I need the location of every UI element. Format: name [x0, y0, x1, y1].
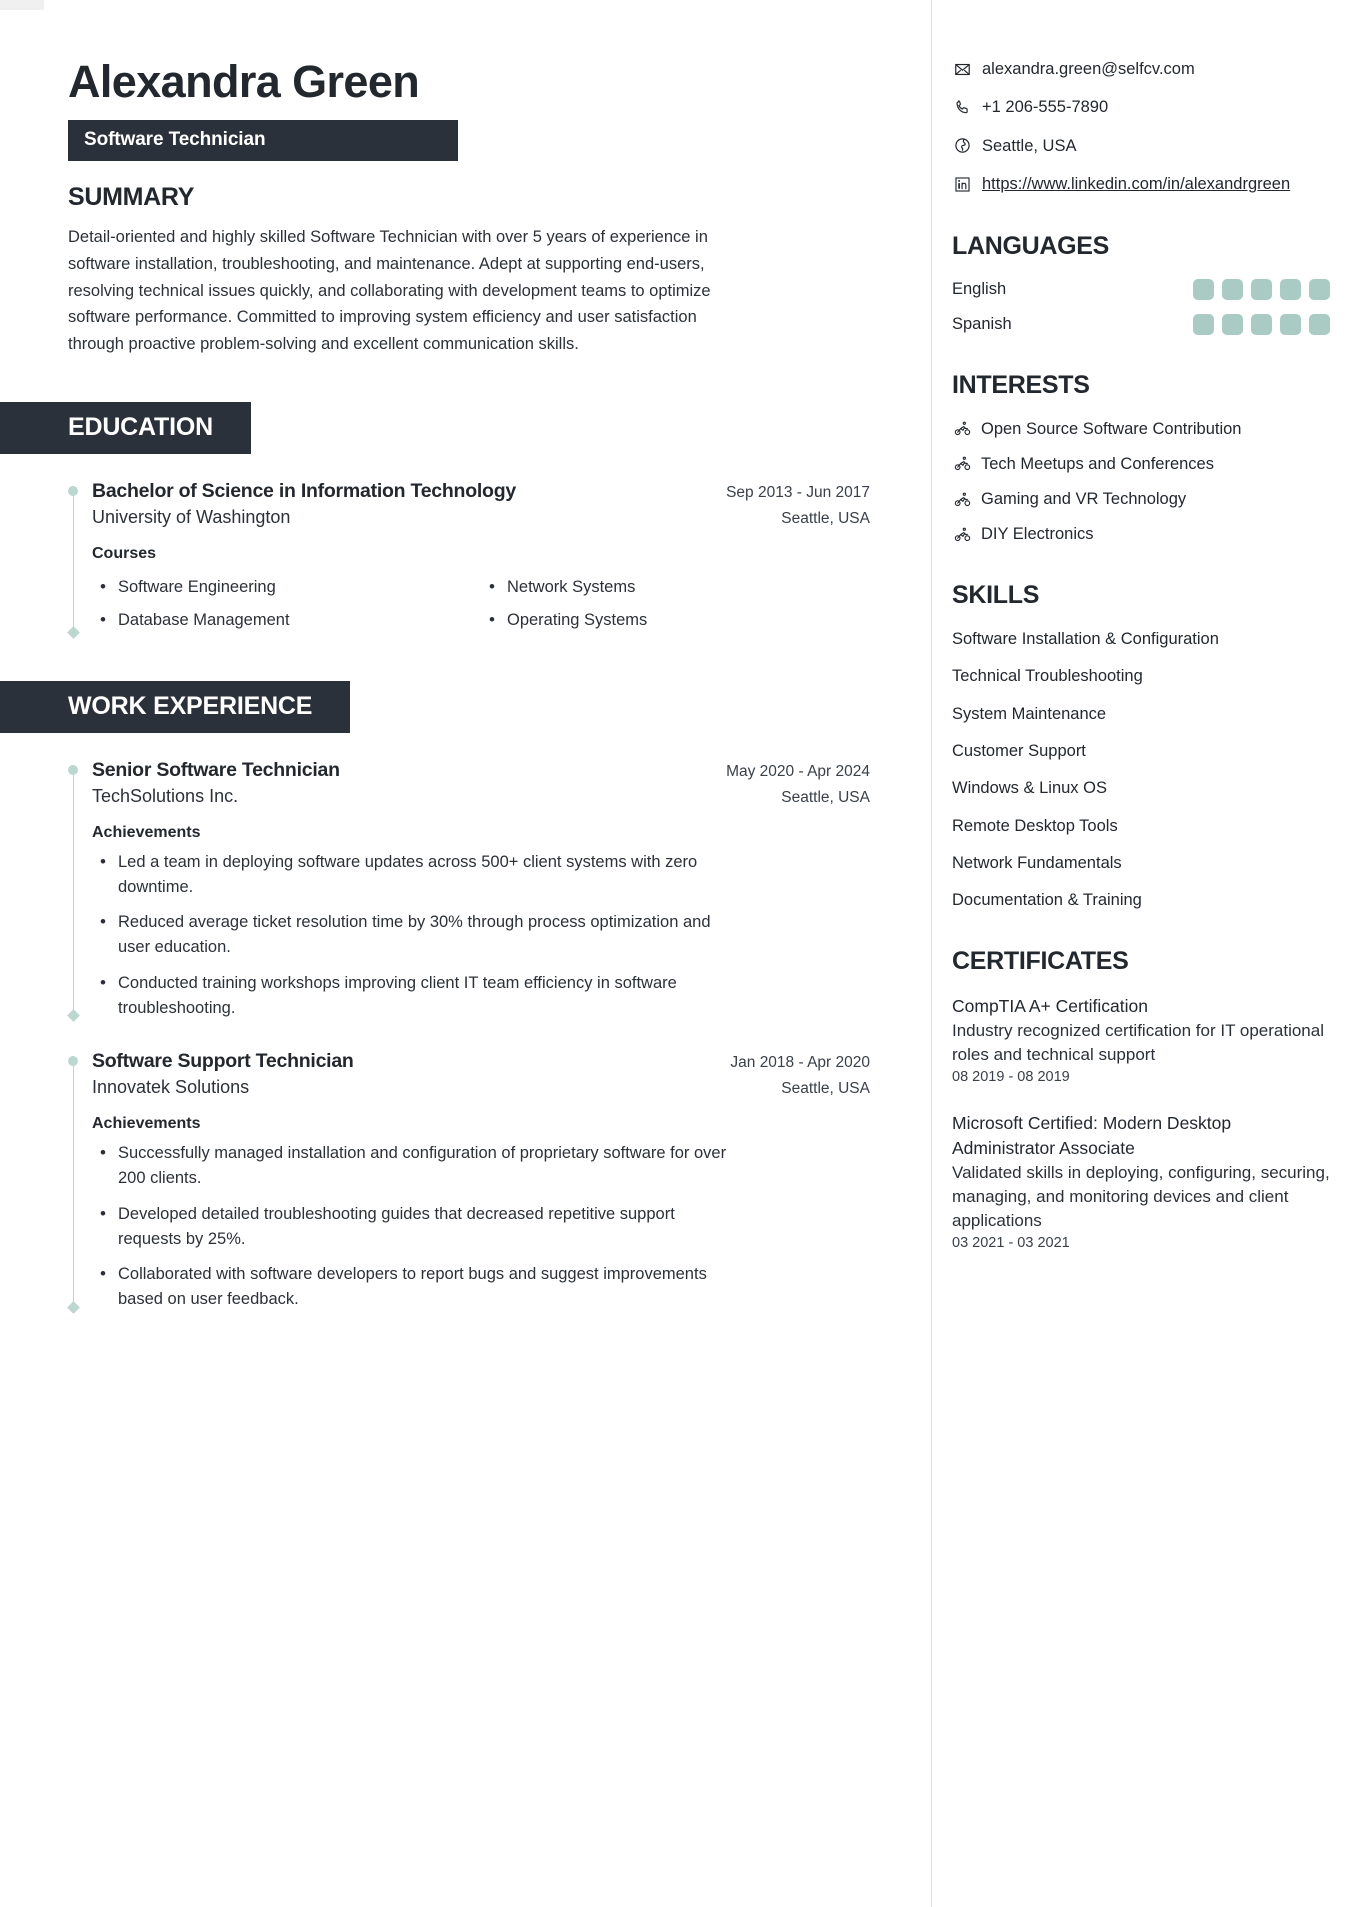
course-item: • Database Management — [92, 604, 481, 637]
language-level-pip — [1193, 314, 1214, 335]
envelope-icon — [952, 59, 972, 79]
education-entry-list — [68, 480, 870, 637]
achievement-item: • Led a team in deploying software updates across 500+ client systems with zero downtime. — [92, 850, 732, 900]
courses-list — [92, 571, 870, 637]
contact-item — [952, 96, 1330, 118]
timeline-end-diamond — [67, 1301, 80, 1314]
certificate-date: 08 2019 - 08 2019 — [952, 1069, 1070, 1086]
certificates-list — [952, 994, 1330, 1251]
work-experience-heading: WORK EXPERIENCE — [0, 681, 350, 733]
work-entry-subheader — [92, 786, 870, 807]
phone-icon — [952, 97, 972, 117]
bicycle-icon — [952, 420, 972, 437]
interests-list — [952, 418, 1330, 545]
contact-item[interactable] — [952, 173, 1330, 195]
contact-item — [952, 135, 1330, 157]
timeline-line — [73, 1063, 75, 1305]
language-level-meter — [1193, 279, 1330, 300]
achievement-item: • Successfully managed installation and configuration of proprietary software for over 200 clients. — [92, 1141, 732, 1191]
skill-item: Documentation & Training — [952, 891, 1142, 910]
interest-item — [952, 453, 1330, 475]
interest-label: Tech Meetups and Conferences — [981, 454, 1214, 473]
skills-heading: SKILLS — [952, 581, 1040, 610]
languages-list — [952, 279, 1330, 335]
work-experience-section-header — [68, 681, 870, 733]
language-level-pip — [1251, 314, 1272, 335]
certificate-item — [952, 994, 1330, 1085]
skill-item: Remote Desktop Tools — [952, 816, 1118, 835]
timeline-dot — [68, 1056, 78, 1066]
languages-heading: LANGUAGES — [952, 231, 1110, 260]
skill-item: Technical Troubleshooting — [952, 667, 1143, 686]
language-name: English — [952, 279, 1007, 298]
job-dates: Jan 2018 - Apr 2020 — [730, 1054, 870, 1072]
language-level-pip — [1280, 314, 1301, 335]
contact-item — [952, 58, 1330, 80]
achievement-item: • Conducted training workshops improving client IT team efficiency in software troubleshooting. — [92, 971, 732, 1021]
interest-label: Gaming and VR Technology — [981, 489, 1187, 508]
work-entry-list — [68, 759, 870, 1312]
achievement-item: • Reduced average ticket resolution time by 30% through process optimization and user education. — [92, 910, 732, 960]
contact-value: +1 206-555-7890 — [982, 98, 1109, 117]
interest-label: Open Source Software Contribution — [981, 419, 1242, 438]
interest-item — [952, 418, 1330, 440]
company-name: Innovatek Solutions — [92, 1077, 250, 1098]
certificates-heading: CERTIFICATES — [952, 947, 1129, 976]
course-item: • Operating Systems — [481, 604, 870, 637]
education-entry-header — [92, 480, 870, 503]
certificate-date: 03 2021 - 03 2021 — [952, 1235, 1070, 1252]
skill-item: Customer Support — [952, 741, 1086, 760]
education-location: Seattle, USA — [781, 509, 870, 527]
certificate-name: Microsoft Certified: Modern Desktop Administrator Associate — [952, 1113, 1232, 1159]
work-entry-header — [92, 1050, 870, 1073]
summary-text: Detail-oriented and highly skilled Software Technician with over 5 years of experience in software installation, troubleshooting, and maintenance. Adept at supporting end-users, resolving technical issues quickly, and collaborating with development teams to optimize software performance. Committed to improving system efficiency and user satisfaction through proactive problem-solving and excellent communication skills. — [68, 228, 711, 354]
education-entry — [68, 480, 870, 637]
certificate-item — [952, 1111, 1330, 1251]
language-row — [952, 314, 1330, 335]
timeline-marker — [68, 1056, 79, 1312]
contact-list — [952, 58, 1330, 196]
interest-label: DIY Electronics — [981, 525, 1094, 544]
contact-value: https://www.linkedin.com/in/alexandrgreen — [982, 175, 1291, 194]
timeline-dot — [68, 765, 78, 775]
timeline-marker — [68, 765, 79, 1021]
job-location: Seattle, USA — [781, 1080, 870, 1098]
summary-heading: SUMMARY — [68, 183, 195, 212]
skill-item: System Maintenance — [952, 704, 1107, 723]
work-entry — [68, 1050, 870, 1312]
candidate-name: Alexandra Green — [68, 56, 420, 107]
timeline-end-diamond — [67, 626, 80, 639]
column-divider — [931, 0, 932, 1907]
skill-item: Windows & Linux OS — [952, 779, 1107, 798]
interest-item — [952, 488, 1330, 510]
achievements-list — [92, 850, 870, 1021]
education-dates: Sep 2013 - Jun 2017 — [726, 483, 870, 501]
company-name: TechSolutions Inc. — [92, 785, 239, 806]
timeline-dot — [68, 486, 78, 496]
work-entry — [68, 759, 870, 1021]
courses-label: Courses — [92, 544, 157, 562]
language-level-pip — [1309, 279, 1330, 300]
bicycle-icon — [952, 526, 972, 543]
school-name: University of Washington — [92, 506, 291, 527]
sidebar-column — [952, 0, 1350, 1907]
language-level-meter — [1193, 314, 1330, 335]
interests-heading: INTERESTS — [952, 370, 1090, 399]
timeline-line — [73, 493, 75, 630]
bicycle-icon — [952, 491, 972, 508]
job-location: Seattle, USA — [781, 788, 870, 806]
timeline-end-diamond — [67, 1009, 80, 1022]
certificate-description: Validated skills in deploying, configuring, securing, managing, and monitoring devices and client applications — [952, 1163, 1330, 1231]
skill-item: Network Fundamentals — [952, 853, 1122, 872]
bicycle-icon — [952, 455, 972, 472]
skills-list — [952, 628, 1330, 911]
language-level-pip — [1251, 279, 1272, 300]
course-item: • Software Engineering — [92, 571, 481, 604]
certificate-name: CompTIA A+ Certification — [952, 996, 1148, 1017]
job-title-badge: Software Technician — [68, 120, 458, 161]
achievement-item: • Developed detailed troubleshooting guides that decreased repetitive support requests by 25%. — [92, 1202, 732, 1252]
language-level-pip — [1222, 314, 1243, 335]
achievements-label: Achievements — [92, 1115, 201, 1133]
education-section-header — [68, 402, 870, 454]
linkedin-icon — [952, 174, 972, 194]
certificate-description: Industry recognized certification for IT operational roles and technical support — [952, 1021, 1324, 1065]
contact-value: Seattle, USA — [982, 136, 1077, 155]
skill-item: Software Installation & Configuration — [952, 630, 1219, 649]
job-dates: May 2020 - Apr 2024 — [726, 762, 870, 780]
language-level-pip — [1280, 279, 1301, 300]
achievements-label: Achievements — [92, 823, 201, 841]
language-row — [952, 279, 1330, 300]
work-entry-header — [92, 759, 870, 782]
work-entry-subheader — [92, 1077, 870, 1098]
job-position: Software Support Technician — [92, 1050, 354, 1073]
timeline-line — [73, 772, 75, 1014]
achievement-item: • Collaborated with software developers to report bugs and suggest improvements based on user feedback. — [92, 1262, 732, 1312]
education-entry-subheader — [92, 507, 870, 528]
language-level-pip — [1222, 279, 1243, 300]
education-heading: EDUCATION — [0, 402, 251, 454]
course-item: • Network Systems — [481, 571, 870, 604]
language-name: Spanish — [952, 314, 1012, 333]
degree-title: Bachelor of Science in Information Technology — [92, 479, 516, 502]
language-level-pip — [1193, 279, 1214, 300]
timeline-marker — [68, 486, 79, 637]
job-position: Senior Software Technician — [92, 758, 340, 781]
language-level-pip — [1309, 314, 1330, 335]
contact-value: alexandra.green@selfcv.com — [982, 60, 1195, 78]
achievements-list — [92, 1141, 870, 1312]
interest-item — [952, 523, 1330, 545]
globe-icon — [952, 136, 972, 156]
